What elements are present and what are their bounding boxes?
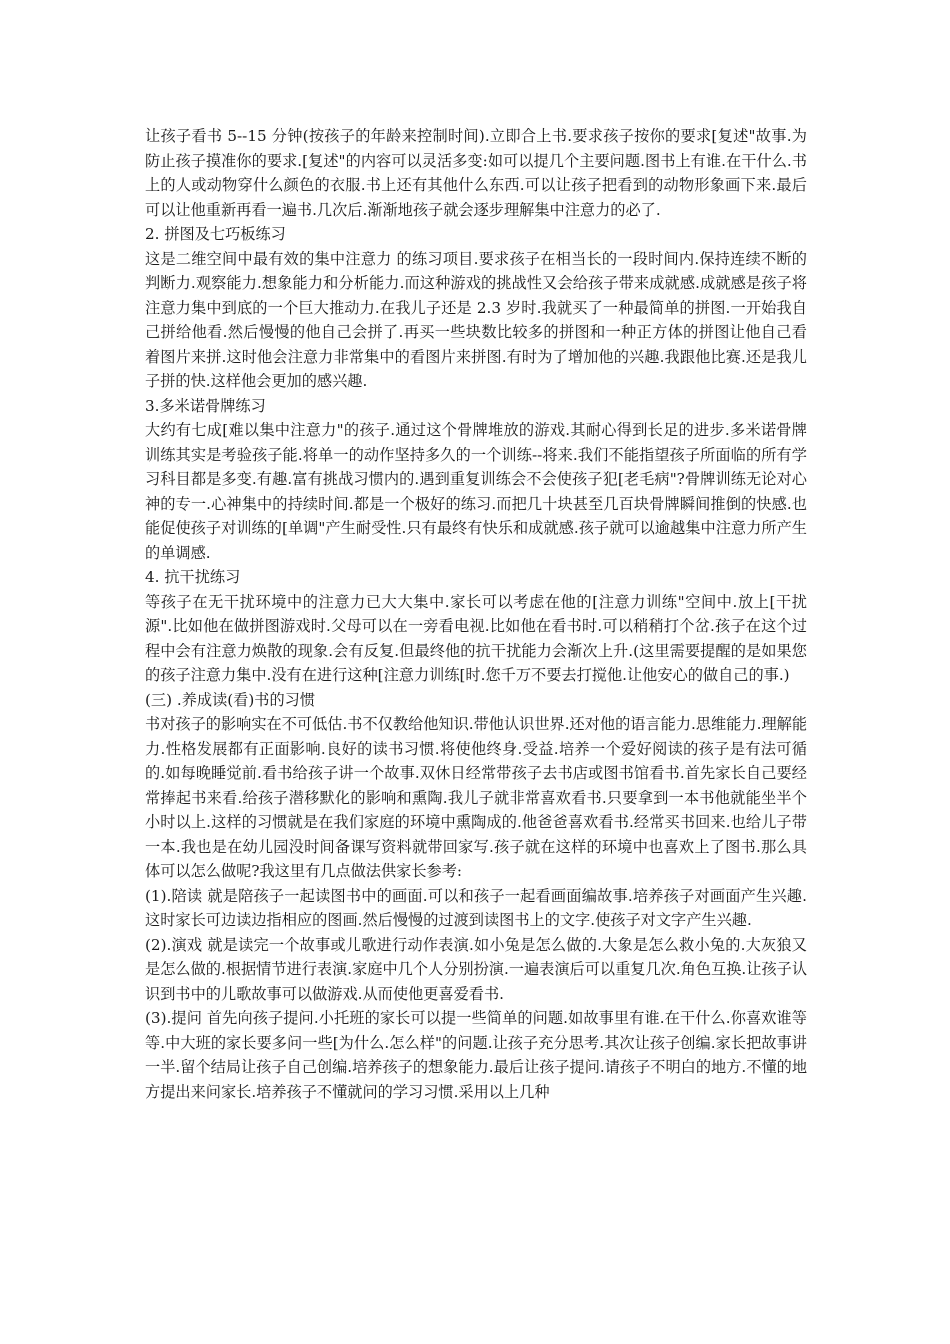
paragraph-puzzle: 这是二维空间中最有效的集中注意力 的练习项目.要求孩子在相当长的一段时间内.保持连续不断的判断力.观察能力.想象能力和分析能力.而这种游戏的挑战性又会给孩子带来成就感.成就感是孩子将注意力集中到底的一个巨大推动力.在我儿子还是 2.3 岁时.我就买了一种最简单的拼图.一开始我自己拼给他看.然后慢慢的他自己会拼了.再买一些块数比较多的拼图和一种正方体的拼图让他自己看着图片来拼.这时他会注意力非常集中的看图片来拼图.有时为了增加他的兴趣.我跟他比赛.还是我儿子拼的快.这样他会更加的感兴趣. [145,249,807,390]
paragraph-domino: 大约有七成[难以集中注意力"的孩子.通过这个骨牌堆放的游戏.其耐心得到长足的进步.多米诺骨牌训练其实是考验孩子能.将单一的动作坚持多久的一个训练--将来.我们不能指望孩子所面临的所有学习科目都是多变.有趣.富有挑战习惯内的.遇到重复训练会不会使孩子犯[老毛病"?骨牌训练无论对心神的专一.心神集中的持续时间.都是一个极好的练习.而把几十块甚至几百块骨牌瞬间推倒的快感.也能促使孩子对训练的[单调"产生耐受性.只有最终有快乐和成就感.孩子就可以逾越集中注意力所产生的单调感. [145,421,807,562]
section-heading-reading-habit: (三) .养成读(看)书的习惯 [145,690,316,709]
paragraph-acting: (2).演戏 就是读完一个故事或儿歌进行动作表演.如小兔是怎么做的.大象是怎么救小兔的.大灰狼又是怎么做的.根据情节进行表演.家庭中几个人分别扮演.一遍表演后可以重复几次.角色互换.让孩子认识到书中的儿歌故事可以做游戏.从而使他更喜爱看书. [145,935,808,1003]
section-heading-domino: 3.多米诺骨牌练习 [145,396,266,415]
paragraph-questioning: (3).提问 首先向孩子提问.小托班的家长可以提一些简单的问题.如故事里有谁.在干什么.你喜欢谁等等.中大班的家长要多问一些[为什么.怎么样"的问题.让孩子充分思考.其次让孩子创编.家长把故事讲一半.留个结局让孩子自己创编.培养孩子的想象能力.最后让孩子提问.请孩子不明白的地方.不懂的地方提出来问家长.培养孩子不懂就问的学习习惯.采用以上几种 [145,1009,808,1101]
section-heading-anti-interference: 4. 抗干扰练习 [145,568,241,586]
section-heading-puzzle: 2. 拼图及七巧板练习 [145,225,286,243]
document-page [145,124,807,1104]
paragraph-reading-habit: 书对孩子的影响实在不可低估.书不仅教给他知识.带他认识世界.还对他的语言能力.思维能力.理解能力.性格发展都有正面影响.良好的读书习惯.将使他终身.受益.培养一个爱好阅读的孩子是有法可循的.如每晚睡觉前.看书给孩子讲一个故事.双休日经常带孩子去书店或图书馆看书.首先家长自己要经常捧起书来看.给孩子潜移默化的影响和熏陶.我儿子就非常喜欢看书.只要拿到一本书他就能坐半个小时以上.这样的习惯就是在我们家庭的环境中熏陶成的.他爸爸喜欢看书.经常买书回来.也给儿子带一本.我也是在幼儿园没时间备课写资料就带回家写.孩子就在这样的环境中也喜欢上了图书.那么具体可以怎么做呢?我这里有几点做法供家长参考: [145,715,808,880]
paragraph-anti-interference: 等孩子在无干扰环境中的注意力已大大集中.家长可以考虑在他的[注意力训练"空间中.放上[干扰源".比如他在做拼图游戏时.父母可以在一旁看电视.比如他在看书时.可以稍稍打个岔.孩子在这个过程中会有注意力焕散的现象.会有反复.但最终他的抗干扰能力会渐次上升.(这里需要提醒的是如果您的孩子注意力集中.没有在进行这种[注意力训练[时.您千万不要去打搅他.让他安心的做自己的事.) [145,592,807,684]
paragraph-accompany-reading: (1).陪读 就是陪孩子一起读图书中的画面.可以和孩子一起看画面编故事.培养孩子对画面产生兴趣.这时家长可边读边指相应的图画.然后慢慢的过渡到读图书上的文字.使孩子对文字产生兴趣. [145,886,807,929]
paragraph-intro: 让孩子看书 5--15 分钟(按孩子的年龄来控制时间).立即合上书.要求孩子按你的要求[复述"故事.为防止孩子摸准你的要求.[复述"的内容可以灵活多变:如可以提几个主要问题.图书上有谁.在干什么.书上的人或动物穿什么颜色的衣服.书上还有其他什么东西.可以让孩子把看到的动物形象画下来.最后可以让他重新再看一遍书.几次后.渐渐地孩子就会逐步理解集中注意力的必了. [145,127,807,219]
